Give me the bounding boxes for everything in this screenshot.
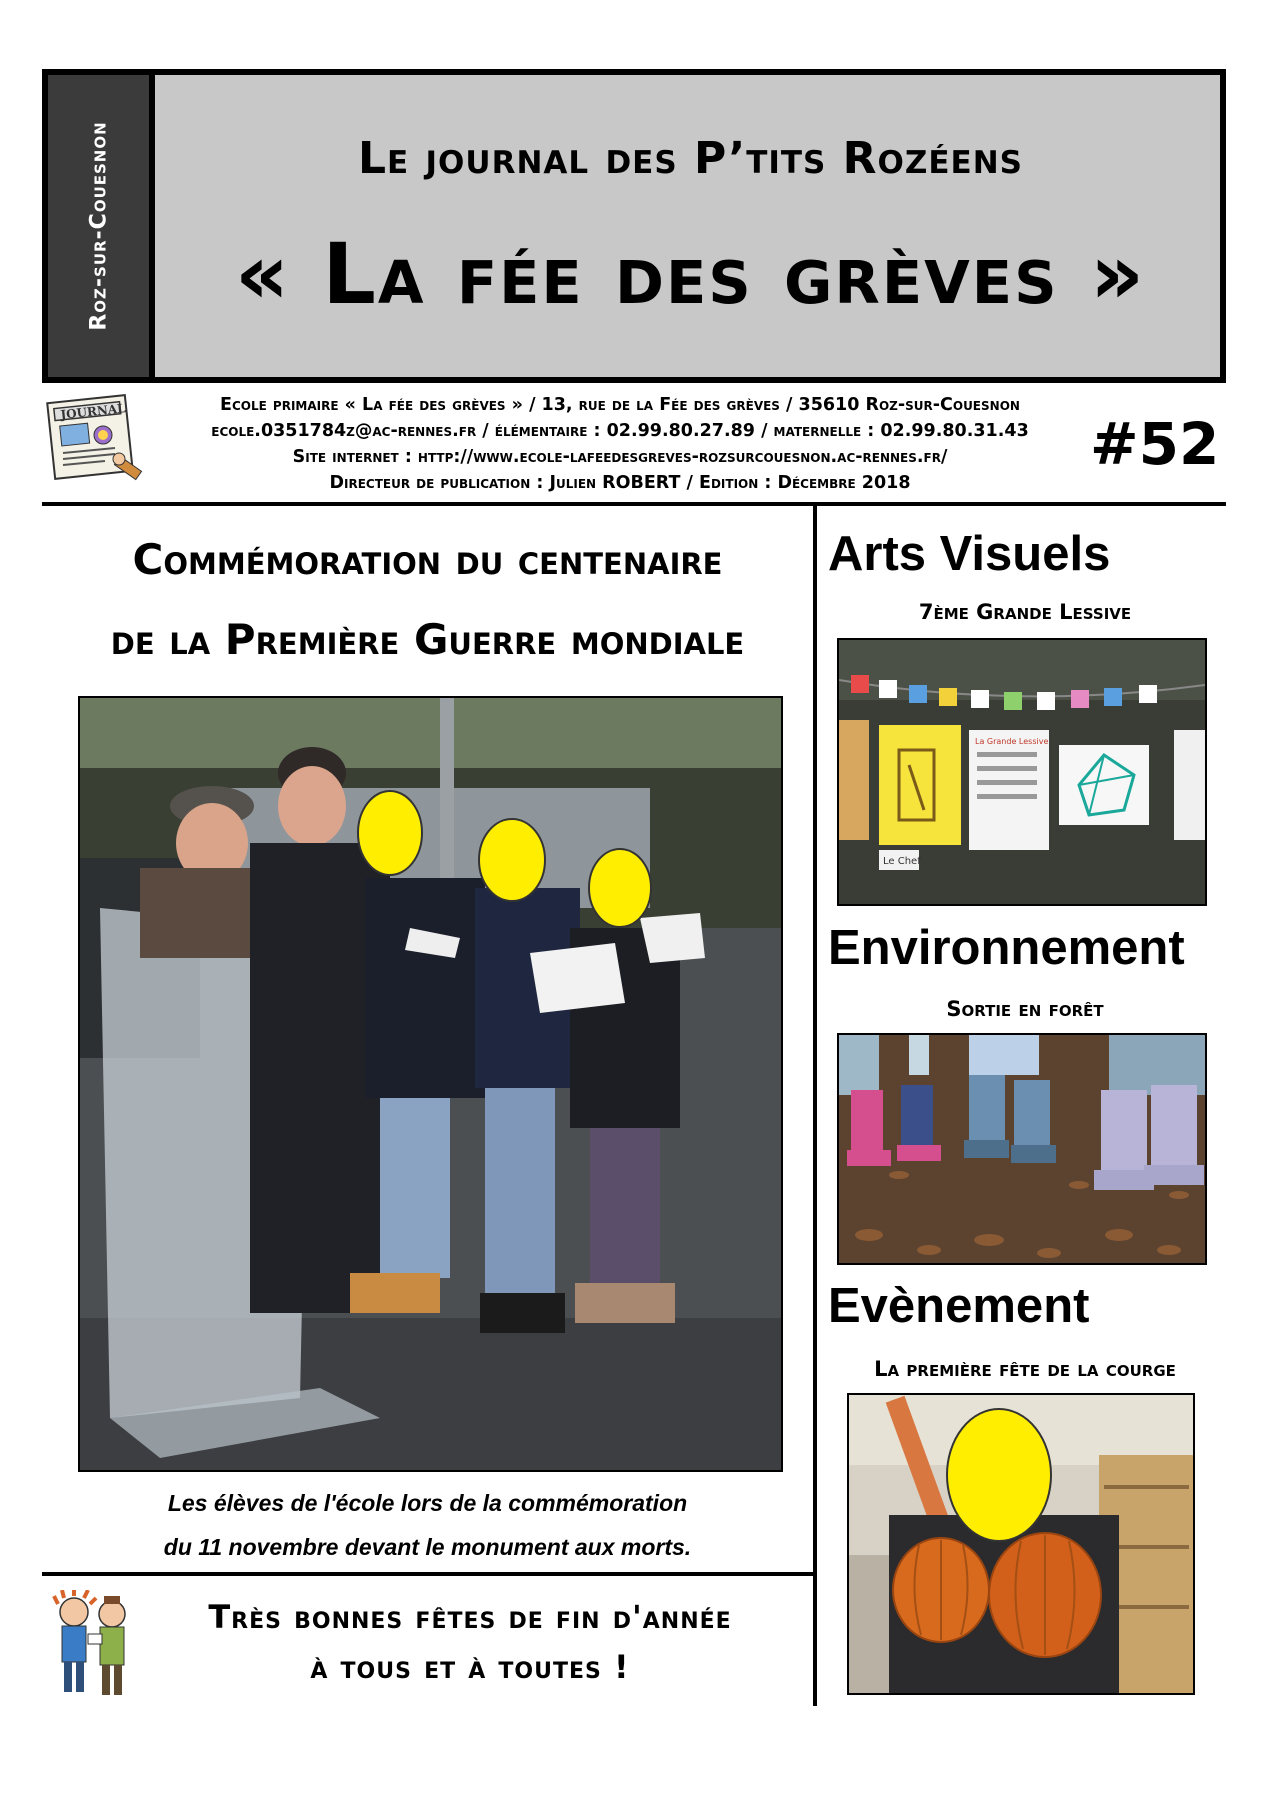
- publication-info: Directeur de publication : Julien ROBERT / Edition : Décembre 2018: [329, 473, 911, 493]
- main-title-line1: Commémoration du centenaire: [132, 535, 723, 584]
- town-label: Roz-sur-Couesnon: [86, 121, 111, 331]
- holiday-greeting: [160, 1592, 780, 1692]
- caption-line2: du 11 novembre devant le monument aux morts.: [163, 1534, 692, 1560]
- children-icon: [50, 1590, 140, 1700]
- divider-bottom: [42, 1572, 813, 1576]
- photo-caption: [42, 1481, 813, 1569]
- card-text: Le Chef: [883, 856, 921, 867]
- greeting-line1: Très bonnes fêtes de fin d'année: [208, 1598, 732, 1636]
- issue-number: #52: [1090, 410, 1220, 478]
- greeting-line2: à tous et à toutes !: [310, 1648, 630, 1686]
- section-subtitle-arts: 7ème Grande Lessive: [918, 600, 1132, 624]
- section-title-environment: Environnement: [828, 921, 1185, 975]
- poster-text: La Grande Lessive: [975, 737, 1049, 746]
- school-website: Site internet : http://www.ecole-lafeedesgreves-rozsurcouesnon.ac-rennes.fr/: [292, 447, 948, 467]
- arts-photo: [837, 638, 1207, 906]
- forest-photo: [837, 1033, 1207, 1265]
- section-subtitle-environment: Sortie en forêt: [946, 997, 1104, 1021]
- school-contacts: ecole.0351784z@ac-rennes.fr / élémentaire : 02.99.80.27.89 / maternelle : 02.99.80.31.43: [211, 421, 1029, 441]
- pumpkin-photo: [847, 1393, 1195, 1695]
- main-article-title: [42, 520, 813, 680]
- masthead-sidebar: [48, 75, 155, 377]
- section-title-arts: Arts Visuels: [828, 527, 1111, 581]
- divider-top: [42, 502, 1226, 506]
- svg-text:JOURNAL: JOURNAL: [59, 401, 127, 422]
- journal-title: « La fée des grèves »: [234, 225, 1147, 323]
- school-address: Ecole primaire « La fée des grèves » / 13, rue de la Fée des grèves / 35610 Roz-sur-Couesnon: [220, 395, 1020, 415]
- newspaper-icon: [45, 393, 153, 491]
- column-divider: [813, 506, 817, 1706]
- school-info: [155, 392, 1085, 496]
- masthead: [42, 69, 1226, 383]
- section-subtitle-event: La première fête de la courge: [874, 1357, 1176, 1381]
- journal-subtitle: Le journal des P’tits Rozéens: [357, 133, 1024, 184]
- section-title-event: Evènement: [828, 1279, 1090, 1333]
- commemoration-photo: [78, 696, 783, 1472]
- main-title-line2: de la Première Guerre mondiale: [110, 615, 745, 664]
- caption-line1: Les élèves de l'école lors de la commémoration: [167, 1490, 688, 1516]
